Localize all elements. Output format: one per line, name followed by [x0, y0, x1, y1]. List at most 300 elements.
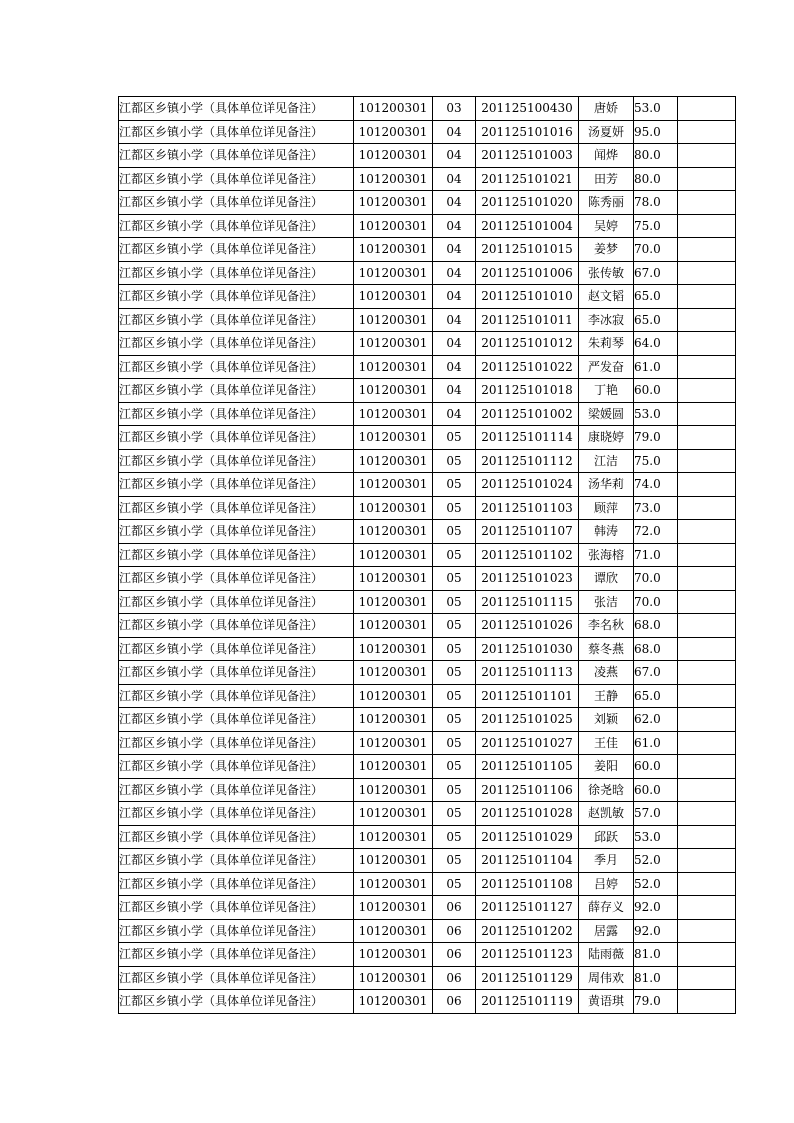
unit-cell: 江都区乡镇小学（具体单位详见备注） — [119, 496, 354, 520]
unit-cell: 江都区乡镇小学（具体单位详见备注） — [119, 896, 354, 920]
exam-number-cell: 201125101016 — [476, 120, 579, 144]
score-cell: 67.0 — [634, 661, 678, 685]
table-row — [119, 896, 736, 920]
table-row — [119, 449, 736, 473]
segment-cell: 03 — [433, 97, 476, 121]
table-row — [119, 308, 736, 332]
score-cell: 60.0 — [634, 379, 678, 403]
candidate-name-cell: 梁媛圆 — [579, 402, 634, 426]
remark-cell — [678, 144, 736, 168]
remark-cell — [678, 520, 736, 544]
table-row — [119, 543, 736, 567]
exam-number-cell: 201125101108 — [476, 872, 579, 896]
segment-cell: 04 — [433, 167, 476, 191]
position-code-cell: 101200301 — [354, 637, 433, 661]
position-code-cell: 101200301 — [354, 684, 433, 708]
unit-cell: 江都区乡镇小学（具体单位详见备注） — [119, 825, 354, 849]
position-code-cell: 101200301 — [354, 97, 433, 121]
exam-number-cell: 201125101101 — [476, 684, 579, 708]
exam-number-cell: 201125101006 — [476, 261, 579, 285]
exam-number-cell: 201125101114 — [476, 426, 579, 450]
segment-cell: 04 — [433, 402, 476, 426]
position-code-cell: 101200301 — [354, 496, 433, 520]
exam-number-cell: 201125101011 — [476, 308, 579, 332]
unit-cell: 江都区乡镇小学（具体单位详见备注） — [119, 379, 354, 403]
position-code-cell: 101200301 — [354, 661, 433, 685]
remark-cell — [678, 825, 736, 849]
score-cell: 65.0 — [634, 684, 678, 708]
table-row — [119, 614, 736, 638]
position-code-cell: 101200301 — [354, 426, 433, 450]
exam-number-cell: 201125101027 — [476, 731, 579, 755]
unit-cell: 江都区乡镇小学（具体单位详见备注） — [119, 684, 354, 708]
segment-cell: 06 — [433, 943, 476, 967]
exam-number-cell: 201125101107 — [476, 520, 579, 544]
remark-cell — [678, 308, 736, 332]
candidate-name-cell: 康晓婷 — [579, 426, 634, 450]
segment-cell: 05 — [433, 426, 476, 450]
score-cell: 80.0 — [634, 167, 678, 191]
candidate-name-cell: 黄语琪 — [579, 990, 634, 1014]
segment-cell: 05 — [433, 849, 476, 873]
exam-number-cell: 201125101012 — [476, 332, 579, 356]
exam-number-cell: 201125101023 — [476, 567, 579, 591]
unit-cell: 江都区乡镇小学（具体单位详见备注） — [119, 449, 354, 473]
score-cell: 70.0 — [634, 567, 678, 591]
table-row — [119, 332, 736, 356]
segment-cell: 04 — [433, 144, 476, 168]
unit-cell: 江都区乡镇小学（具体单位详见备注） — [119, 426, 354, 450]
score-cell: 53.0 — [634, 402, 678, 426]
segment-cell: 05 — [433, 684, 476, 708]
candidate-name-cell: 赵文韬 — [579, 285, 634, 309]
table-row — [119, 825, 736, 849]
position-code-cell: 101200301 — [354, 167, 433, 191]
segment-cell: 04 — [433, 238, 476, 262]
exam-number-cell: 201125101127 — [476, 896, 579, 920]
segment-cell: 05 — [433, 755, 476, 779]
position-code-cell: 101200301 — [354, 567, 433, 591]
score-cell: 68.0 — [634, 614, 678, 638]
unit-cell: 江都区乡镇小学（具体单位详见备注） — [119, 355, 354, 379]
exam-number-cell: 201125101102 — [476, 543, 579, 567]
remark-cell — [678, 755, 736, 779]
table-row — [119, 261, 736, 285]
table-row — [119, 496, 736, 520]
position-code-cell: 101200301 — [354, 473, 433, 497]
unit-cell: 江都区乡镇小学（具体单位详见备注） — [119, 473, 354, 497]
exam-number-cell: 201125101015 — [476, 238, 579, 262]
table-row — [119, 191, 736, 215]
unit-cell: 江都区乡镇小学（具体单位详见备注） — [119, 402, 354, 426]
exam-number-cell: 201125101103 — [476, 496, 579, 520]
segment-cell: 06 — [433, 896, 476, 920]
candidate-name-cell: 蔡冬燕 — [579, 637, 634, 661]
segment-cell: 05 — [433, 614, 476, 638]
remark-cell — [678, 426, 736, 450]
score-cell: 73.0 — [634, 496, 678, 520]
score-cell: 95.0 — [634, 120, 678, 144]
candidate-name-cell: 韩涛 — [579, 520, 634, 544]
remark-cell — [678, 355, 736, 379]
table-row — [119, 355, 736, 379]
unit-cell: 江都区乡镇小学（具体单位详见备注） — [119, 191, 354, 215]
table-row — [119, 590, 736, 614]
candidate-name-cell: 吕婷 — [579, 872, 634, 896]
candidate-name-cell: 吴婷 — [579, 214, 634, 238]
remark-cell — [678, 661, 736, 685]
score-cell: 68.0 — [634, 637, 678, 661]
score-cell: 53.0 — [634, 825, 678, 849]
remark-cell — [678, 637, 736, 661]
position-code-cell: 101200301 — [354, 919, 433, 943]
score-cell: 52.0 — [634, 849, 678, 873]
candidate-name-cell: 顾萍 — [579, 496, 634, 520]
segment-cell: 05 — [433, 567, 476, 591]
segment-cell: 05 — [433, 637, 476, 661]
score-cell: 71.0 — [634, 543, 678, 567]
unit-cell: 江都区乡镇小学（具体单位详见备注） — [119, 332, 354, 356]
score-cell: 79.0 — [634, 990, 678, 1014]
table-row — [119, 802, 736, 826]
score-cell: 80.0 — [634, 144, 678, 168]
position-code-cell: 101200301 — [354, 708, 433, 732]
unit-cell: 江都区乡镇小学（具体单位详见备注） — [119, 661, 354, 685]
table-row — [119, 661, 736, 685]
unit-cell: 江都区乡镇小学（具体单位详见备注） — [119, 966, 354, 990]
score-cell: 81.0 — [634, 966, 678, 990]
position-code-cell: 101200301 — [354, 120, 433, 144]
exam-number-cell: 201125101113 — [476, 661, 579, 685]
unit-cell: 江都区乡镇小学（具体单位详见备注） — [119, 872, 354, 896]
remark-cell — [678, 590, 736, 614]
position-code-cell: 101200301 — [354, 214, 433, 238]
candidate-name-cell: 汤华莉 — [579, 473, 634, 497]
unit-cell: 江都区乡镇小学（具体单位详见备注） — [119, 755, 354, 779]
exam-number-cell: 201125101022 — [476, 355, 579, 379]
remark-cell — [678, 990, 736, 1014]
table-row — [119, 966, 736, 990]
score-cell: 70.0 — [634, 590, 678, 614]
segment-cell: 05 — [433, 520, 476, 544]
position-code-cell: 101200301 — [354, 285, 433, 309]
exam-number-cell: 201125101106 — [476, 778, 579, 802]
table-row — [119, 238, 736, 262]
unit-cell: 江都区乡镇小学（具体单位详见备注） — [119, 943, 354, 967]
score-cell: 53.0 — [634, 97, 678, 121]
segment-cell: 06 — [433, 919, 476, 943]
unit-cell: 江都区乡镇小学（具体单位详见备注） — [119, 849, 354, 873]
table-row — [119, 214, 736, 238]
segment-cell: 05 — [433, 661, 476, 685]
position-code-cell: 101200301 — [354, 543, 433, 567]
unit-cell: 江都区乡镇小学（具体单位详见备注） — [119, 308, 354, 332]
exam-number-cell: 201125101105 — [476, 755, 579, 779]
unit-cell: 江都区乡镇小学（具体单位详见备注） — [119, 919, 354, 943]
exam-number-cell: 201125101123 — [476, 943, 579, 967]
unit-cell: 江都区乡镇小学（具体单位详见备注） — [119, 708, 354, 732]
position-code-cell: 101200301 — [354, 191, 433, 215]
candidate-name-cell: 朱莉琴 — [579, 332, 634, 356]
score-cell: 74.0 — [634, 473, 678, 497]
segment-cell: 04 — [433, 261, 476, 285]
candidate-name-cell: 凌燕 — [579, 661, 634, 685]
candidate-name-cell: 刘颖 — [579, 708, 634, 732]
segment-cell: 06 — [433, 990, 476, 1014]
score-cell: 65.0 — [634, 285, 678, 309]
position-code-cell: 101200301 — [354, 379, 433, 403]
candidate-name-cell: 徐尧晗 — [579, 778, 634, 802]
segment-cell: 05 — [433, 496, 476, 520]
exam-number-cell: 201125101010 — [476, 285, 579, 309]
position-code-cell: 101200301 — [354, 308, 433, 332]
table-row — [119, 97, 736, 121]
remark-cell — [678, 97, 736, 121]
segment-cell: 06 — [433, 966, 476, 990]
table-row — [119, 285, 736, 309]
candidate-name-cell: 闻烨 — [579, 144, 634, 168]
exam-number-cell: 201125101115 — [476, 590, 579, 614]
remark-cell — [678, 966, 736, 990]
candidate-name-cell: 周伟欢 — [579, 966, 634, 990]
segment-cell: 05 — [433, 825, 476, 849]
candidate-name-cell: 居露 — [579, 919, 634, 943]
segment-cell: 04 — [433, 379, 476, 403]
remark-cell — [678, 332, 736, 356]
segment-cell: 04 — [433, 308, 476, 332]
segment-cell: 05 — [433, 708, 476, 732]
exam-number-cell: 201125100430 — [476, 97, 579, 121]
candidate-name-cell: 严发奋 — [579, 355, 634, 379]
candidate-name-cell: 王佳 — [579, 731, 634, 755]
score-cell: 79.0 — [634, 426, 678, 450]
remark-cell — [678, 379, 736, 403]
position-code-cell: 101200301 — [354, 802, 433, 826]
table-row — [119, 520, 736, 544]
candidate-name-cell: 李名秋 — [579, 614, 634, 638]
position-code-cell: 101200301 — [354, 778, 433, 802]
remark-cell — [678, 402, 736, 426]
remark-cell — [678, 778, 736, 802]
unit-cell: 江都区乡镇小学（具体单位详见备注） — [119, 261, 354, 285]
position-code-cell: 101200301 — [354, 238, 433, 262]
table-row — [119, 755, 736, 779]
exam-number-cell: 201125101119 — [476, 990, 579, 1014]
candidate-name-cell: 丁艳 — [579, 379, 634, 403]
candidate-name-cell: 薛存义 — [579, 896, 634, 920]
exam-number-cell: 201125101025 — [476, 708, 579, 732]
candidate-name-cell: 张传敏 — [579, 261, 634, 285]
table-row — [119, 120, 736, 144]
table-row — [119, 919, 736, 943]
position-code-cell: 101200301 — [354, 402, 433, 426]
score-cell: 78.0 — [634, 191, 678, 215]
remark-cell — [678, 708, 736, 732]
exam-number-cell: 201125101021 — [476, 167, 579, 191]
remark-cell — [678, 285, 736, 309]
remark-cell — [678, 919, 736, 943]
score-cell: 75.0 — [634, 214, 678, 238]
candidate-name-cell: 田芳 — [579, 167, 634, 191]
unit-cell: 江都区乡镇小学（具体单位详见备注） — [119, 120, 354, 144]
position-code-cell: 101200301 — [354, 332, 433, 356]
remark-cell — [678, 896, 736, 920]
remark-cell — [678, 731, 736, 755]
remark-cell — [678, 238, 736, 262]
exam-number-cell: 201125101004 — [476, 214, 579, 238]
exam-number-cell: 201125101104 — [476, 849, 579, 873]
table-row — [119, 778, 736, 802]
remark-cell — [678, 120, 736, 144]
candidate-name-cell: 张海榕 — [579, 543, 634, 567]
score-cell: 61.0 — [634, 355, 678, 379]
table-row — [119, 849, 736, 873]
remark-cell — [678, 802, 736, 826]
candidate-name-cell: 王静 — [579, 684, 634, 708]
unit-cell: 江都区乡镇小学（具体单位详见备注） — [119, 567, 354, 591]
table-row — [119, 708, 736, 732]
table-row — [119, 144, 736, 168]
exam-number-cell: 201125101029 — [476, 825, 579, 849]
segment-cell: 05 — [433, 543, 476, 567]
remark-cell — [678, 684, 736, 708]
score-cell: 75.0 — [634, 449, 678, 473]
score-cell: 57.0 — [634, 802, 678, 826]
remark-cell — [678, 543, 736, 567]
remark-cell — [678, 496, 736, 520]
table-row — [119, 943, 736, 967]
exam-number-cell: 201125101003 — [476, 144, 579, 168]
exam-number-cell: 201125101020 — [476, 191, 579, 215]
unit-cell: 江都区乡镇小学（具体单位详见备注） — [119, 238, 354, 262]
score-cell: 60.0 — [634, 755, 678, 779]
segment-cell: 05 — [433, 473, 476, 497]
position-code-cell: 101200301 — [354, 966, 433, 990]
exam-number-cell: 201125101018 — [476, 379, 579, 403]
candidate-name-cell: 汤夏妍 — [579, 120, 634, 144]
table-row — [119, 731, 736, 755]
unit-cell: 江都区乡镇小学（具体单位详见备注） — [119, 97, 354, 121]
segment-cell: 05 — [433, 731, 476, 755]
remark-cell — [678, 449, 736, 473]
segment-cell: 04 — [433, 120, 476, 144]
table-row — [119, 637, 736, 661]
segment-cell: 04 — [433, 355, 476, 379]
exam-number-cell: 201125101030 — [476, 637, 579, 661]
segment-cell: 04 — [433, 332, 476, 356]
candidate-name-cell: 陆雨薇 — [579, 943, 634, 967]
position-code-cell: 101200301 — [354, 355, 433, 379]
position-code-cell: 101200301 — [354, 144, 433, 168]
score-cell: 92.0 — [634, 896, 678, 920]
table-row — [119, 473, 736, 497]
position-code-cell: 101200301 — [354, 896, 433, 920]
score-cell: 81.0 — [634, 943, 678, 967]
segment-cell: 04 — [433, 285, 476, 309]
table-row — [119, 990, 736, 1014]
exam-number-cell: 201125101002 — [476, 402, 579, 426]
remark-cell — [678, 214, 736, 238]
position-code-cell: 101200301 — [354, 449, 433, 473]
segment-cell: 04 — [433, 191, 476, 215]
remark-cell — [678, 167, 736, 191]
remark-cell — [678, 261, 736, 285]
exam-number-cell: 201125101202 — [476, 919, 579, 943]
score-cell: 61.0 — [634, 731, 678, 755]
unit-cell: 江都区乡镇小学（具体单位详见备注） — [119, 614, 354, 638]
candidate-name-cell: 赵凯敏 — [579, 802, 634, 826]
score-cell: 92.0 — [634, 919, 678, 943]
segment-cell: 05 — [433, 802, 476, 826]
candidate-name-cell: 李冰寂 — [579, 308, 634, 332]
position-code-cell: 101200301 — [354, 849, 433, 873]
candidate-name-cell: 陈秀丽 — [579, 191, 634, 215]
score-cell: 62.0 — [634, 708, 678, 732]
score-cell: 67.0 — [634, 261, 678, 285]
exam-number-cell: 201125101026 — [476, 614, 579, 638]
score-cell: 72.0 — [634, 520, 678, 544]
candidate-name-cell: 江洁 — [579, 449, 634, 473]
remark-cell — [678, 567, 736, 591]
position-code-cell: 101200301 — [354, 261, 433, 285]
score-cell: 65.0 — [634, 308, 678, 332]
position-code-cell: 101200301 — [354, 825, 433, 849]
unit-cell: 江都区乡镇小学（具体单位详见备注） — [119, 214, 354, 238]
position-code-cell: 101200301 — [354, 990, 433, 1014]
table-row — [119, 426, 736, 450]
candidate-name-cell: 张洁 — [579, 590, 634, 614]
remark-cell — [678, 191, 736, 215]
table-row — [119, 167, 736, 191]
score-cell: 60.0 — [634, 778, 678, 802]
unit-cell: 江都区乡镇小学（具体单位详见备注） — [119, 802, 354, 826]
exam-number-cell: 201125101112 — [476, 449, 579, 473]
unit-cell: 江都区乡镇小学（具体单位详见备注） — [119, 144, 354, 168]
exam-number-cell: 201125101028 — [476, 802, 579, 826]
segment-cell: 04 — [433, 214, 476, 238]
unit-cell: 江都区乡镇小学（具体单位详见备注） — [119, 543, 354, 567]
unit-cell: 江都区乡镇小学（具体单位详见备注） — [119, 637, 354, 661]
score-cell: 64.0 — [634, 332, 678, 356]
segment-cell: 05 — [433, 872, 476, 896]
unit-cell: 江都区乡镇小学（具体单位详见备注） — [119, 778, 354, 802]
remark-cell — [678, 849, 736, 873]
candidate-name-cell: 邱跃 — [579, 825, 634, 849]
position-code-cell: 101200301 — [354, 614, 433, 638]
position-code-cell: 101200301 — [354, 520, 433, 544]
remark-cell — [678, 943, 736, 967]
unit-cell: 江都区乡镇小学（具体单位详见备注） — [119, 590, 354, 614]
unit-cell: 江都区乡镇小学（具体单位详见备注） — [119, 285, 354, 309]
segment-cell: 05 — [433, 778, 476, 802]
candidate-name-cell: 谭欣 — [579, 567, 634, 591]
table-row — [119, 567, 736, 591]
exam-number-cell: 201125101024 — [476, 473, 579, 497]
candidate-name-cell: 季月 — [579, 849, 634, 873]
unit-cell: 江都区乡镇小学（具体单位详见备注） — [119, 990, 354, 1014]
position-code-cell: 101200301 — [354, 755, 433, 779]
score-cell: 70.0 — [634, 238, 678, 262]
segment-cell: 05 — [433, 590, 476, 614]
unit-cell: 江都区乡镇小学（具体单位详见备注） — [119, 520, 354, 544]
position-code-cell: 101200301 — [354, 590, 433, 614]
unit-cell: 江都区乡镇小学（具体单位详见备注） — [119, 731, 354, 755]
position-code-cell: 101200301 — [354, 872, 433, 896]
table-row — [119, 684, 736, 708]
results-body — [119, 97, 736, 1014]
exam-number-cell: 201125101129 — [476, 966, 579, 990]
table-row — [119, 402, 736, 426]
